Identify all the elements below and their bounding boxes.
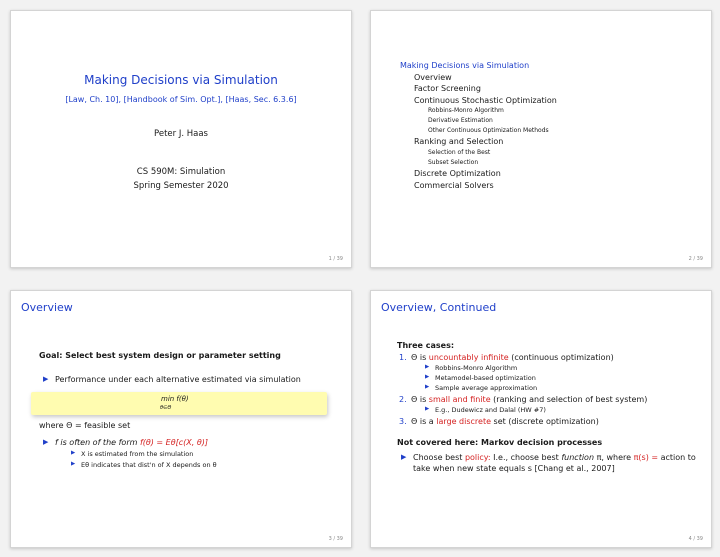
slide-overview [10, 290, 352, 548]
cases-heading: Three cases: [397, 341, 455, 350]
sub-bullet-triangle-icon: ▶ [425, 374, 430, 380]
sub-bullet [55, 461, 337, 469]
page-number: 4 / 39 [688, 536, 703, 542]
bullet [39, 438, 337, 469]
toc-item[interactable]: Commercial Solvers [414, 180, 494, 190]
case-text: Θ is a [411, 417, 437, 426]
case-item [397, 417, 699, 426]
bullet-triangle-icon: ▶ [43, 438, 49, 446]
page-number: 2 / 39 [688, 256, 703, 262]
toc-item[interactable]: Overview [414, 72, 452, 82]
bullet-text: f is often of the form [55, 438, 140, 447]
toc-subitem[interactable]: Derivative Estimation [428, 117, 493, 125]
bullet-text: action to take when new state equals s [Chang et al., 2007] [413, 453, 696, 473]
slide-outline [370, 10, 712, 268]
sub-bullet-triangle-icon: ▶ [425, 406, 430, 412]
bullet-text: Performance under each alternative estimated via simulation [55, 375, 301, 384]
case-text: (continuous optimization) [508, 353, 614, 362]
bullet-text: I.e., choose best [490, 453, 562, 462]
course-name: CS 590M: Simulation [136, 167, 226, 177]
where-clause: where Θ = feasible set [39, 421, 131, 430]
sub-bullet-triangle-icon: ▶ [71, 461, 76, 467]
case-number: 1. [399, 353, 407, 362]
formula-box [31, 392, 327, 415]
case-number: 3. [399, 417, 407, 426]
toc-subitem[interactable]: Selection of the Best [428, 148, 491, 156]
page-number: 3 / 39 [328, 536, 343, 542]
formula-subscript: θ∈Θ [160, 405, 172, 411]
sub-bullet-triangle-icon: ▶ [425, 364, 430, 370]
sub-bullet [411, 406, 699, 414]
sub-bullet [55, 450, 337, 458]
sub-bullet-text: X is estimated from the simulation [81, 450, 194, 458]
policy-formula: π(s) = [633, 453, 659, 462]
toc-heading[interactable]: Making Decisions via Simulation [400, 61, 530, 70]
case-text: (ranking and selection of best system) [490, 395, 648, 404]
toc-item[interactable]: Discrete Optimization [414, 168, 501, 178]
bullet-text: Choose best [413, 453, 465, 462]
case-number: 2. [399, 395, 407, 404]
slide-overview-continued [370, 290, 712, 548]
frame-title: Overview [21, 301, 73, 314]
references: [Law, Ch. 10], [Handbook of Sim. Opt.], [Haas, Sec. 6.3.6] [65, 95, 297, 104]
not-covered-heading: Not covered here: Markov decision processes [397, 438, 603, 447]
case-item [397, 395, 699, 414]
sub-bullet-text: E.g., Dudewicz and Dalal (HW #7) [435, 406, 546, 414]
case-item [397, 353, 699, 392]
policy-highlight: policy: [464, 453, 491, 462]
goal-statement: Goal: Select best system design or parameter setting [39, 351, 281, 360]
bullet-triangle-icon: ▶ [43, 375, 49, 383]
toc-subitem[interactable]: Subset Selection [428, 158, 479, 166]
semester: Spring Semester 2020 [133, 181, 229, 191]
slide-body [39, 351, 337, 477]
sub-bullet-text: Robbins-Monro Algorithm [435, 364, 518, 372]
presentation-title: Making Decisions via Simulation [84, 73, 278, 87]
toc-item[interactable]: Ranking and Selection [414, 137, 504, 147]
frame-title: Overview, Continued [381, 301, 497, 314]
sub-bullet-triangle-icon: ▶ [425, 384, 430, 390]
bullet-text-italic: function [561, 453, 595, 462]
case-text: Θ is [411, 395, 429, 404]
bullet [39, 375, 337, 384]
expectation-formula: f(θ) = Eθ[c(X, θ)] [139, 438, 208, 447]
toc-subitem[interactable]: Other Continuous Optimization Methods [428, 127, 549, 135]
formula-main: min f(θ) [161, 395, 189, 403]
toc-item[interactable]: Factor Screening [414, 84, 481, 94]
sub-bullet [411, 374, 699, 382]
bullet-triangle-icon: ▶ [401, 453, 407, 461]
sub-bullet [411, 384, 699, 392]
sub-bullet-text: Sample average approximation [435, 384, 538, 392]
sub-bullet-text: Eθ indicates that dist'n of X depends on θ [81, 461, 217, 469]
sub-bullet [411, 364, 699, 372]
case-text: set (discrete optimization) [491, 417, 599, 426]
bullet-text: π, where [594, 453, 634, 462]
slide-title [10, 10, 352, 268]
case-highlight: small and finite [428, 395, 491, 404]
case-text: Θ is [411, 353, 429, 362]
toc-item[interactable]: Continuous Stochastic Optimization [414, 95, 557, 105]
sub-bullet-text: Metamodel-based optimization [435, 374, 536, 382]
sub-bullet-triangle-icon: ▶ [71, 450, 76, 456]
slide-body [397, 341, 699, 482]
author: Peter J. Haas [154, 129, 208, 139]
case-highlight: large discrete [436, 417, 491, 426]
bullet [397, 452, 699, 474]
page-number: 1 / 39 [328, 256, 343, 262]
case-highlight: uncountably infinite [428, 353, 509, 362]
course-info [11, 165, 351, 193]
table-of-contents [400, 60, 557, 191]
toc-subitem[interactable]: Robbins-Monro Algorithm [428, 107, 504, 115]
